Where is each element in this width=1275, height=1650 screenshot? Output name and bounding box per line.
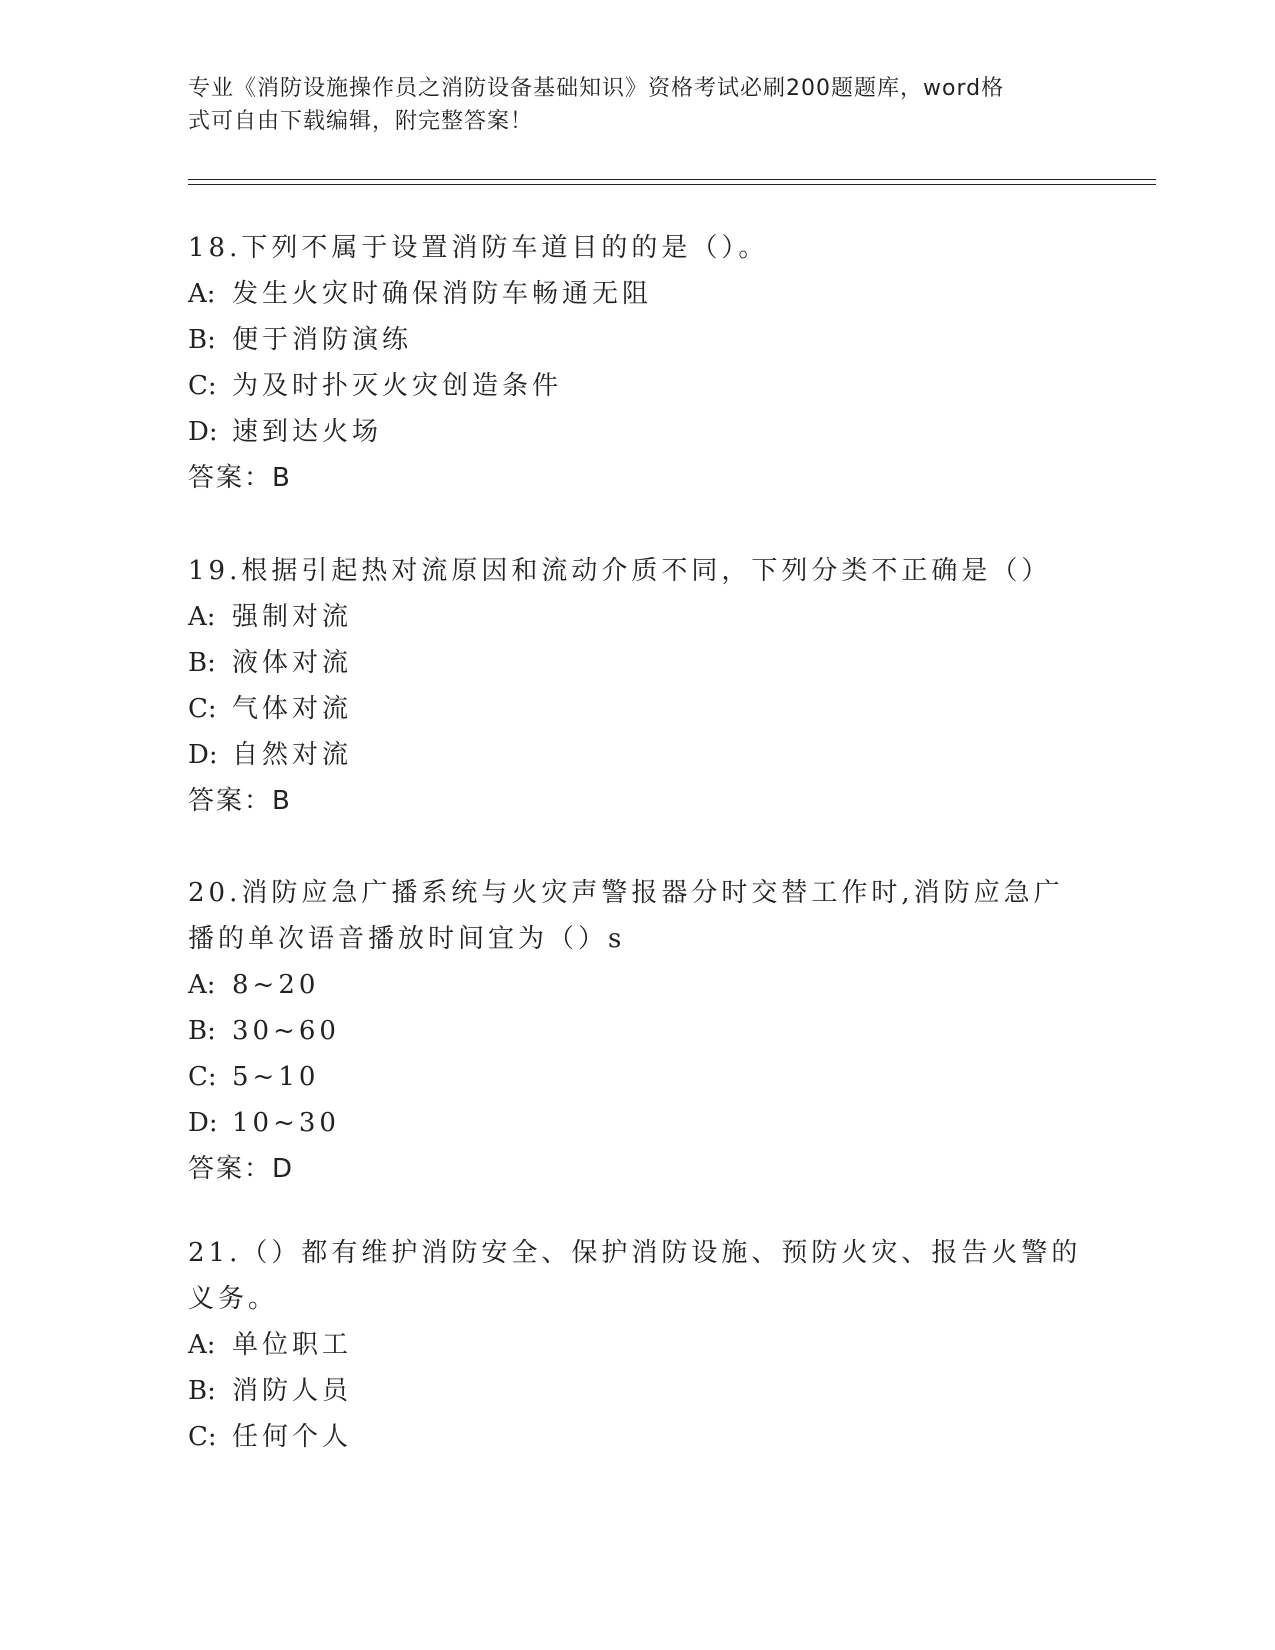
- option-text: 为及时扑灭火灾创造条件: [232, 371, 563, 401]
- header-line-2: 式可自由下载编辑，附完整答案！: [188, 109, 534, 134]
- option-letter: B:: [188, 648, 216, 678]
- option-text: 任何个人: [232, 1422, 353, 1452]
- option-letter: A:: [188, 1330, 216, 1360]
- document-header: [188, 72, 1068, 138]
- question-stem: 18.下列不属于设置消防车道目的的是（）。: [188, 233, 769, 263]
- option-b: [188, 317, 1088, 363]
- option-letter: C:: [188, 694, 217, 724]
- option-text: 速到达火场: [232, 417, 383, 447]
- option-c: [188, 686, 1088, 732]
- option-letter: C:: [188, 1422, 217, 1452]
- answer-line: 答案：B: [188, 786, 292, 816]
- option-text: 自然对流: [232, 740, 353, 770]
- option-letter: C:: [188, 371, 217, 401]
- option-text: 8~20: [232, 970, 320, 1000]
- option-d: [188, 409, 1088, 455]
- option-text: 发生火灾时确保消防车畅通无阻: [232, 279, 653, 309]
- option-letter: B:: [188, 1016, 216, 1046]
- option-text: 便于消防演练: [232, 325, 413, 355]
- option-text: 单位职工: [232, 1330, 353, 1360]
- option-text: 液体对流: [232, 648, 353, 678]
- option-letter: A:: [188, 602, 216, 632]
- option-b: [188, 640, 1088, 686]
- option-text: 强制对流: [232, 602, 353, 632]
- option-letter: D:: [188, 1108, 218, 1138]
- question-19: [188, 548, 1088, 824]
- option-text: 10~30: [232, 1108, 340, 1138]
- option-letter: C:: [188, 1062, 217, 1092]
- option-letter: A:: [188, 279, 216, 309]
- option-letter: B:: [188, 325, 216, 355]
- option-text: 5~10: [232, 1062, 320, 1092]
- option-text: 消防人员: [232, 1376, 353, 1406]
- option-c: [188, 1414, 1088, 1460]
- header-divider-bottom: [188, 184, 1156, 185]
- answer-line: 答案：B: [188, 463, 292, 493]
- question-stem: 21.（）都有维护消防安全、保护消防设施、预防火灾、报告火警的义务。: [188, 1238, 1082, 1314]
- option-letter: D:: [188, 740, 218, 770]
- option-a: [188, 962, 1088, 1008]
- option-d: [188, 732, 1088, 778]
- question-21: [188, 1230, 1088, 1460]
- answer-line: 答案：D: [188, 1154, 295, 1184]
- question-stem: 19.根据引起热对流原因和流动介质不同，下列分类不正确是（）: [188, 556, 1052, 586]
- option-b: [188, 1368, 1088, 1414]
- option-a: [188, 1322, 1088, 1368]
- header-divider-top: [188, 179, 1156, 180]
- question-18: [188, 225, 1088, 501]
- option-text: 气体对流: [232, 694, 353, 724]
- header-line-1: 专业《消防设施操作员之消防设备基础知识》资格考试必刷200题题库，word格: [188, 76, 1005, 101]
- option-letter: D:: [188, 417, 218, 447]
- option-letter: B:: [188, 1376, 216, 1406]
- option-c: [188, 363, 1088, 409]
- option-a: [188, 594, 1088, 640]
- option-a: [188, 271, 1088, 317]
- option-c: [188, 1054, 1088, 1100]
- option-letter: A:: [188, 970, 216, 1000]
- option-text: 30~60: [232, 1016, 340, 1046]
- question-stem: 20.消防应急广播系统与火灾声警报器分时交替工作时,消防应急广播的单次语音播放时间宜为（）s: [188, 878, 1064, 954]
- question-20: [188, 870, 1088, 1192]
- option-d: [188, 1100, 1088, 1146]
- option-b: [188, 1008, 1088, 1054]
